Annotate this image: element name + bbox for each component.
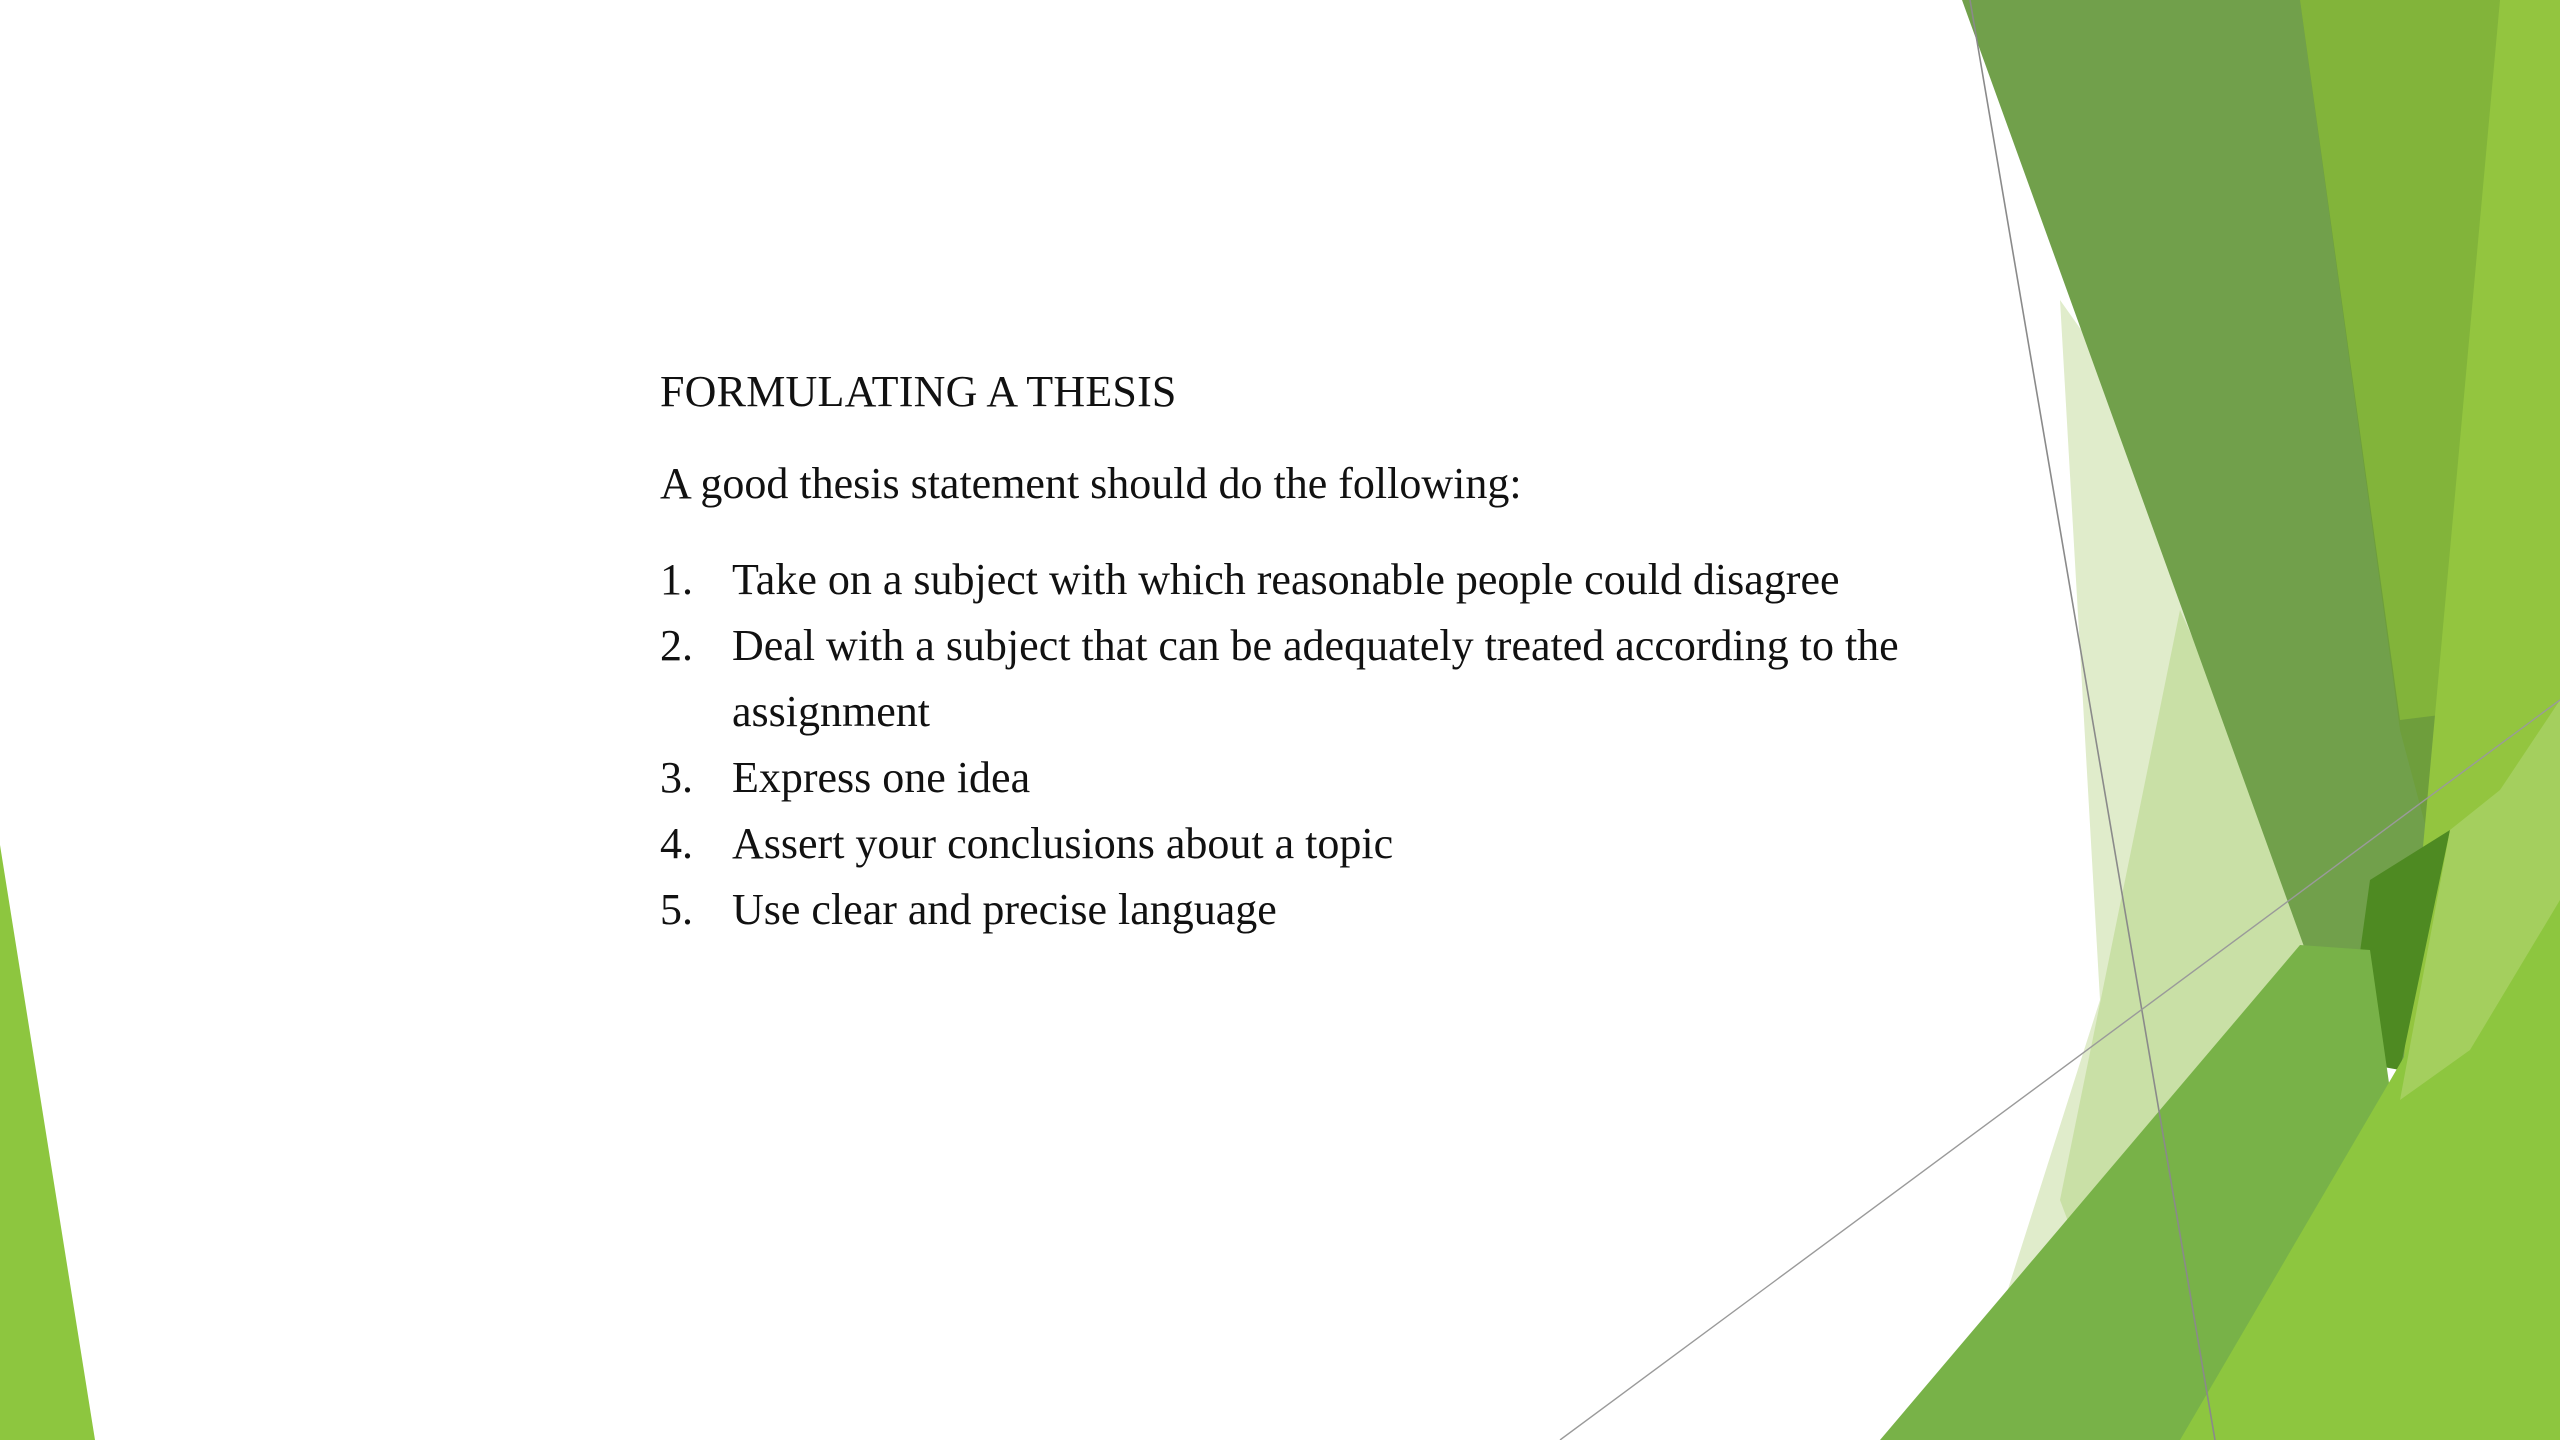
list-item-text: Use clear and precise language xyxy=(732,885,1277,934)
list-item-text: Deal with a subject that can be adequately treated according to the assignment xyxy=(732,621,1899,736)
left-green-sliver xyxy=(0,845,95,1440)
list-item-text: Assert your conclusions about a topic xyxy=(732,819,1394,868)
list-item xyxy=(660,613,1900,745)
list-item xyxy=(660,811,1900,877)
intro-text: A good thesis statement should do the following: xyxy=(660,459,1522,508)
list-item-number: 3. xyxy=(660,753,693,802)
list-item xyxy=(660,745,1900,811)
list-item-number: 2. xyxy=(660,621,693,670)
list-item-text: Take on a subject with which reasonable people could disagree xyxy=(732,555,1840,604)
list-item-number: 4. xyxy=(660,819,693,868)
list-item xyxy=(660,547,1900,613)
list-item-number: 1. xyxy=(660,555,693,604)
list-item-text: Express one idea xyxy=(732,753,1031,802)
list-item-number: 5. xyxy=(660,885,693,934)
slide-title: FORMULATING A THESIS xyxy=(660,367,1177,416)
list-item xyxy=(660,877,1900,943)
numbered-list xyxy=(660,547,1900,943)
slide-content xyxy=(660,362,1900,943)
